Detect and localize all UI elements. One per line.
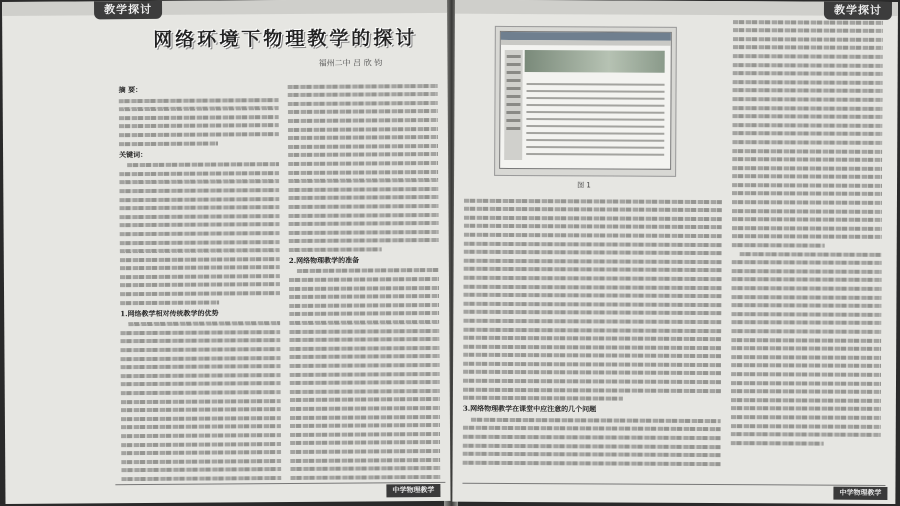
section-heading-2: 2.网络物理教学的准备 — [288, 255, 360, 265]
figure-window — [499, 31, 672, 170]
section-heading-3: 3.网络物理教学在课堂中应注意的几个问题 — [462, 403, 597, 414]
figure-caption: 图 1 — [577, 181, 591, 190]
right-column — [730, 15, 882, 486]
header-band — [2, 0, 447, 16]
left-column — [119, 80, 282, 481]
abstract-label: 摘 要： — [118, 85, 143, 95]
section-heading-1: 1.网络教学相对传统教学的优势 — [120, 308, 219, 318]
footer-logo: 中学物理教学 — [386, 484, 440, 497]
right-page — [452, 0, 898, 504]
footer-logo: 中学物理教学 — [833, 487, 887, 500]
right-column — [288, 79, 441, 480]
section-tag: 教学探讨 — [824, 2, 892, 20]
left-column — [462, 194, 722, 485]
section-tag: 教学探讨 — [94, 1, 162, 19]
figure-screenshot — [494, 26, 677, 177]
keywords-label: 关键词： — [119, 149, 148, 159]
article-title: 网络环境下物理教学的探讨 — [153, 27, 418, 51]
left-page — [2, 0, 450, 504]
author-line: 福州二中 吕 欣 钧 — [318, 58, 383, 68]
